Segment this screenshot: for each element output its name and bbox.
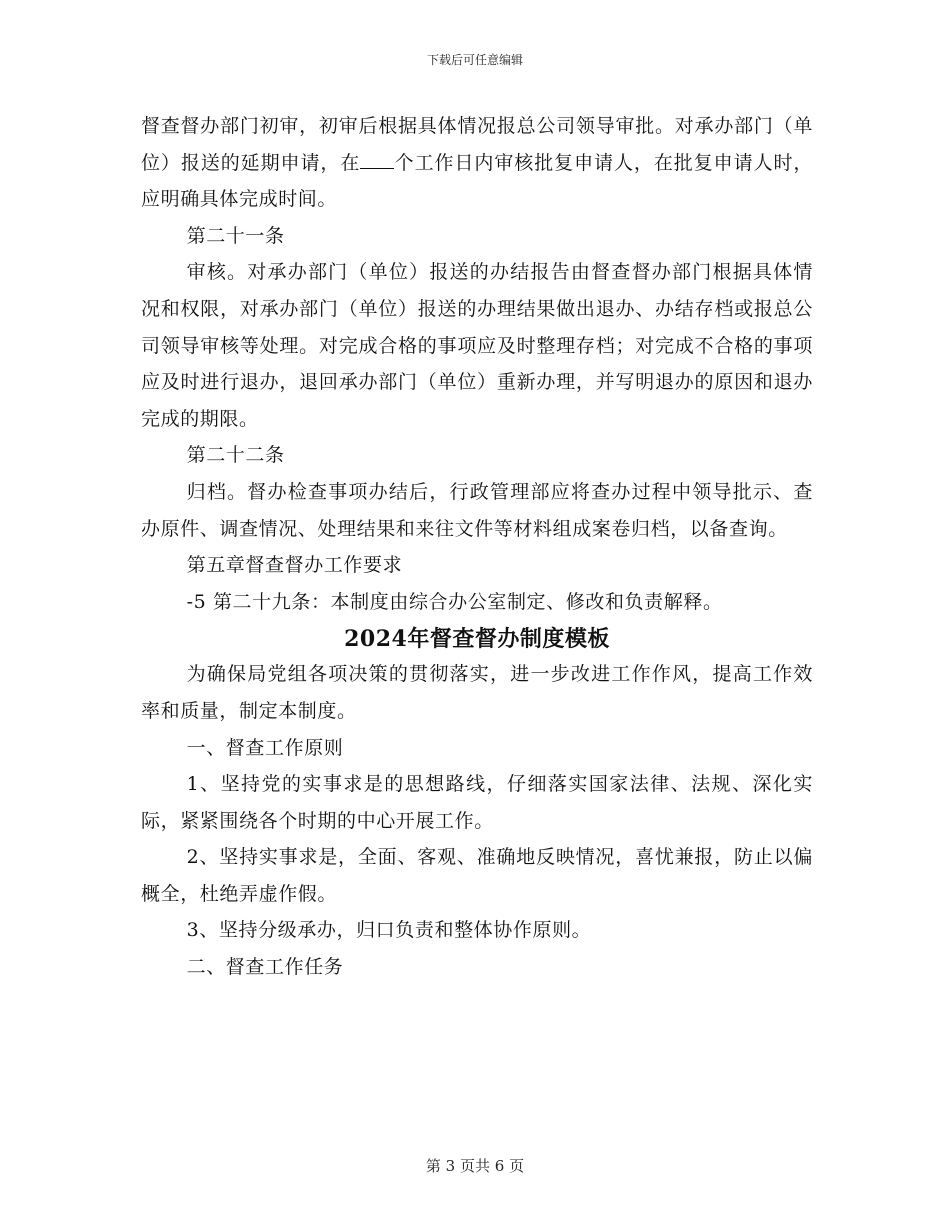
paragraph-text-part2: 个工作日内审核批复申请人，在批复申请人时，应明确具体完成时间。 bbox=[141, 151, 813, 211]
article-29-text: -5 第二十九条：本制度由综合办公室制定、修改和负责解释。 bbox=[186, 590, 723, 613]
paragraph-deferral-approval bbox=[141, 108, 813, 218]
article-22-text: 归档。督办检查事项办结后，行政管理部应将查办过程中领导批示、查办原件、调查情况、处理结果和来往文件等材料组成案卷归档，以备查询。 bbox=[141, 480, 813, 540]
heading-tasks: 二、督查工作任务 bbox=[186, 956, 344, 979]
page-footer: 第 3 页共 6 页 bbox=[425, 1157, 525, 1175]
section-title: 2024年督查督办制度模板 bbox=[344, 626, 610, 653]
document-body bbox=[141, 108, 813, 986]
article-21-title: 第二十一条 bbox=[186, 224, 285, 247]
heading-principles: 一、督查工作原则 bbox=[186, 736, 344, 759]
article-21-text: 审核。对承办部门（单位）报送的办结报告由督查督办部门根据具体情况和权限，对承办部门（单位）报送的办理结果做出退办、办结存档或报总公司领导审核等处理。对完成合格的事项应及时整理存档；对完成不合格的事项应及时进行退办，退回承办部门（单位）重新办理，并写明退办的原因和退办完成的期限。 bbox=[141, 261, 813, 430]
page-header: 下载后可任意编辑 bbox=[426, 53, 523, 67]
blank-fill-line bbox=[360, 150, 394, 169]
principle-item-2: 2、坚持实事求是，全面、客观、准确地反映情况，喜忧兼报，防止以偏概全，杜绝弄虚作假。 bbox=[141, 846, 813, 905]
article-22-title: 第二十二条 bbox=[186, 444, 285, 467]
section-intro: 为确保局党组各项决策的贯彻落实，进一步改进工作作风，提高工作效率和质量，制定本制度。 bbox=[141, 663, 813, 722]
principle-item-1: 1、坚持党的实事求是的思想路线，仔细落实国家法律、法规、深化实际，紧紧围绕各个时期的中心开展工作。 bbox=[141, 773, 813, 832]
paragraph-text-part1: 督查督办部门初审，初审后根据具体情况报总公司领导审批。对承办部门（单位）报送的延期申请，在 bbox=[141, 115, 813, 174]
chapter-5-heading: 第五章督查督办工作要求 bbox=[186, 554, 403, 577]
principle-item-3: 3、坚持分级承办，归口负责和整体协作原则。 bbox=[186, 919, 592, 942]
